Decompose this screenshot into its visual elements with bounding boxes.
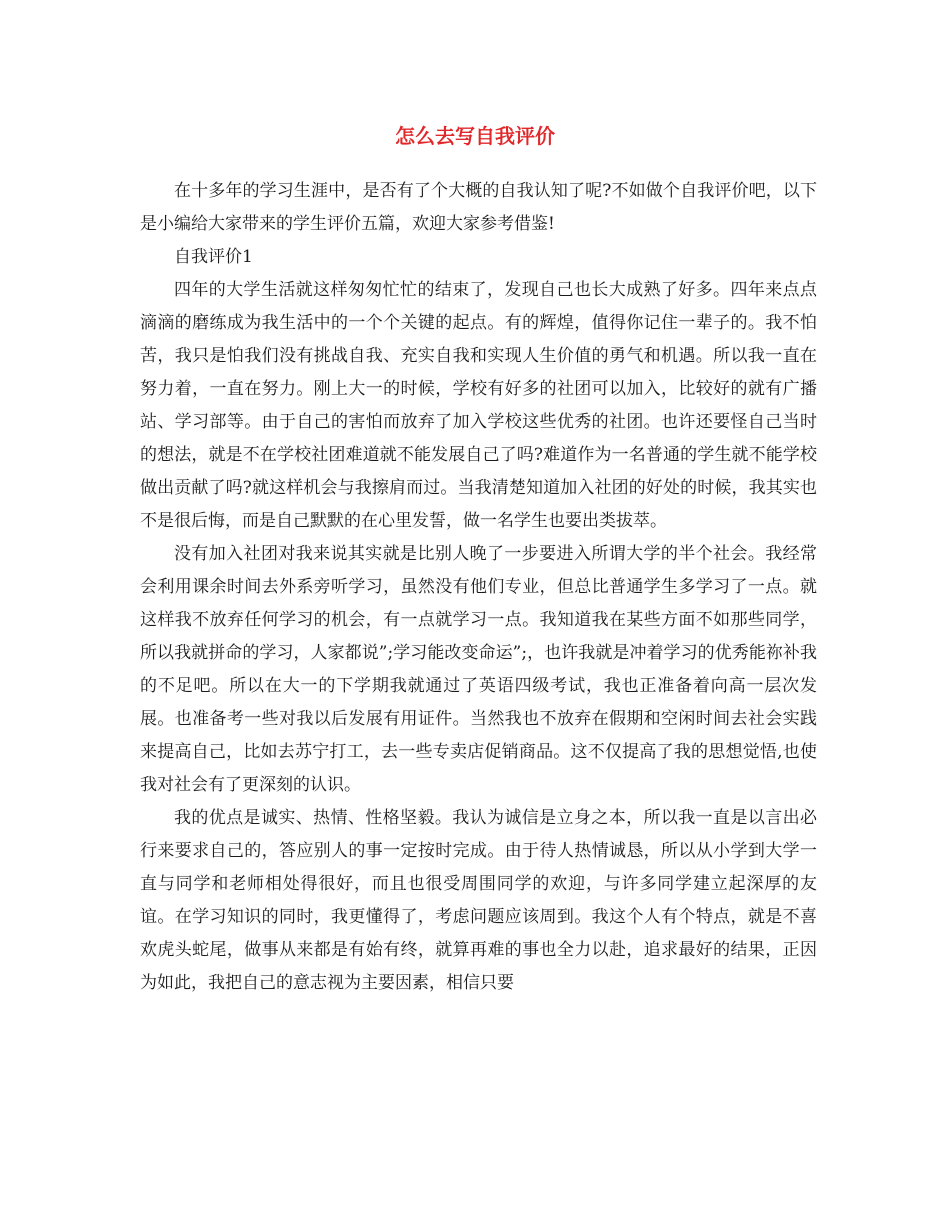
document-title: 怎么去写自我评价 [395, 124, 555, 148]
body-paragraph-3: 我的优点是诚实、热情、性格坚毅。我认为诚信是立身之本，所以我一直是以言出必行来要求自己的，答应别人的事一定按时完成。由于待人热情诚恳，所以从小学到大学一直与同学和老师相处得很好，而且也很受周围同学的欢迎，与许多同学建立起深厚的友谊。在学习知识的同时，我更懂得了，考虑问题应该周到。我这个人有个特点，就是不喜欢虎头蛇尾，做事从来都是有始有终，就算再难的事也全力以赴，追求最好的结果，正因为如此，我把自己的意志视为主要因素，相信只要 [140, 808, 817, 993]
body-paragraph-1: 四年的大学生活就这样匆匆忙忙的结束了，发现自己也长大成熟了好多。四年来点点滴滴的磨练成为我生活中的一个个关键的起点。有的辉煌，值得你记住一辈子的。我不怕苦，我只是怕我们没有挑战自我、充实自我和实现人生价值的勇气和机遇。所以我一直在努力着，一直在努力。刚上大一的时候，学校有好多的社团可以加入，比较好的就有广播站、学习部等。由于自己的害怕而放弃了加入学校这些优秀的社团。也许还要怪自己当时的想法，就是不在学校社团难道就不能发展自己了吗?难道作为一名普通的学生就不能学校做出贡献了吗?就这样机会与我擦肩而过。当我清楚知道加入社团的好处的时候，我其实也不是很后悔，而是自己默默的在心里发誓，做一名学生也要出类拔萃。 [140, 280, 817, 531]
section-heading-1: 自我评价1 [174, 247, 253, 267]
body-paragraph-2: 没有加入社团对我来说其实就是比别人晚了一步要进入所谓大学的半个社会。我经常会利用课余时间去外系旁听学习，虽然没有他们专业，但总比普通学生多学习了一点。就这样我不放弃任何学习的机会，有一点就学习一点。我知道我在某些方面不如那些同学，所以我就拼命的学习，人家都说”;学习能改变命运”;，也许我就是冲着学习的优秀能祢补我的不足吧。所以在大一的下学期我就通过了英语四级考试，我也正准备着向高一层次发展。也准备考一些对我以后发展有用证件。当然我也不放弃在假期和空闲时间去社会实践来提高自己，比如去苏宁打工，去一些专卖店促销商品。这不仅提高了我的思想觉悟,也使我对社会有了更深刻的认识。 [140, 544, 817, 795]
intro-paragraph: 在十多年的学习生涯中，是否有了个大概的自我认知了呢?不如做个自我评价吧，以下是小编给大家带来的学生评价五篇，欢迎大家参考借鉴! [140, 181, 817, 234]
document-body [140, 175, 817, 1000]
